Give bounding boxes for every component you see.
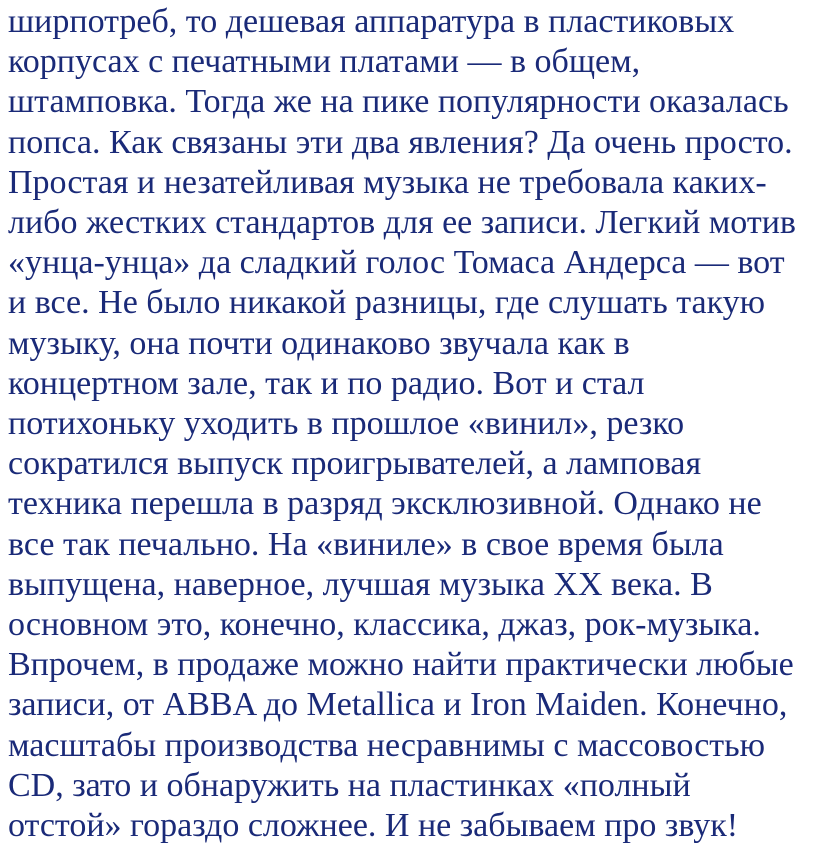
text-line: музыку, она почти одинаково звучала как в (8, 324, 630, 362)
text-line: отстой» гораздо сложнее. И не забываем про звук! (8, 807, 739, 845)
text-line: Простая и незатейливая музыка не требовала каких- (8, 163, 767, 201)
text-line: выпущена, наверное, лучшая музыка XX века. В (8, 565, 713, 603)
text-line: концертном зале, так и по радио. Вот и стал (8, 364, 645, 402)
text-line: штамповка. Тогда же на пике популярности оказалась (8, 83, 789, 121)
text-line: записи, от ABBA до Metallica и Iron Maiden. Конечно, (8, 686, 788, 724)
text-line: Впрочем, в продаже можно найти практически любые (8, 646, 794, 684)
text-line: потихоньку уходить в прошлое «винил», резко (8, 405, 685, 443)
text-line: сократился выпуск проигрывателей, а ламповая (8, 445, 702, 483)
text-line: основном это, конечно, классика, джаз, рок-музыка. (8, 606, 761, 644)
text-line: корпусах с печатными платами — в общем, (8, 43, 641, 81)
text-line: техника перешла в разряд эксклюзивной. Однако не (8, 485, 762, 523)
text-line: «унца-унца» да сладкий голос Томаса Андерса — вот (8, 244, 785, 282)
text-line: масштабы производства несравнимы с массовостью (8, 726, 766, 764)
text-line: все так печально. На «виниле» в свое время была (8, 525, 724, 563)
text-line: и все. Не было никакой разницы, где слушать такую (8, 284, 766, 322)
text-line: ширпотреб, то дешевая аппаратура в пластиковых (8, 3, 735, 40)
body-text (8, 2, 808, 846)
text-line: либо жестких стандартов для ее записи. Легкий мотив (8, 204, 796, 242)
text-line: CD, зато и обнаружить на пластинках «полный (8, 766, 691, 804)
text-line: попса. Как связаны эти два явления? Да очень просто. (8, 123, 793, 161)
